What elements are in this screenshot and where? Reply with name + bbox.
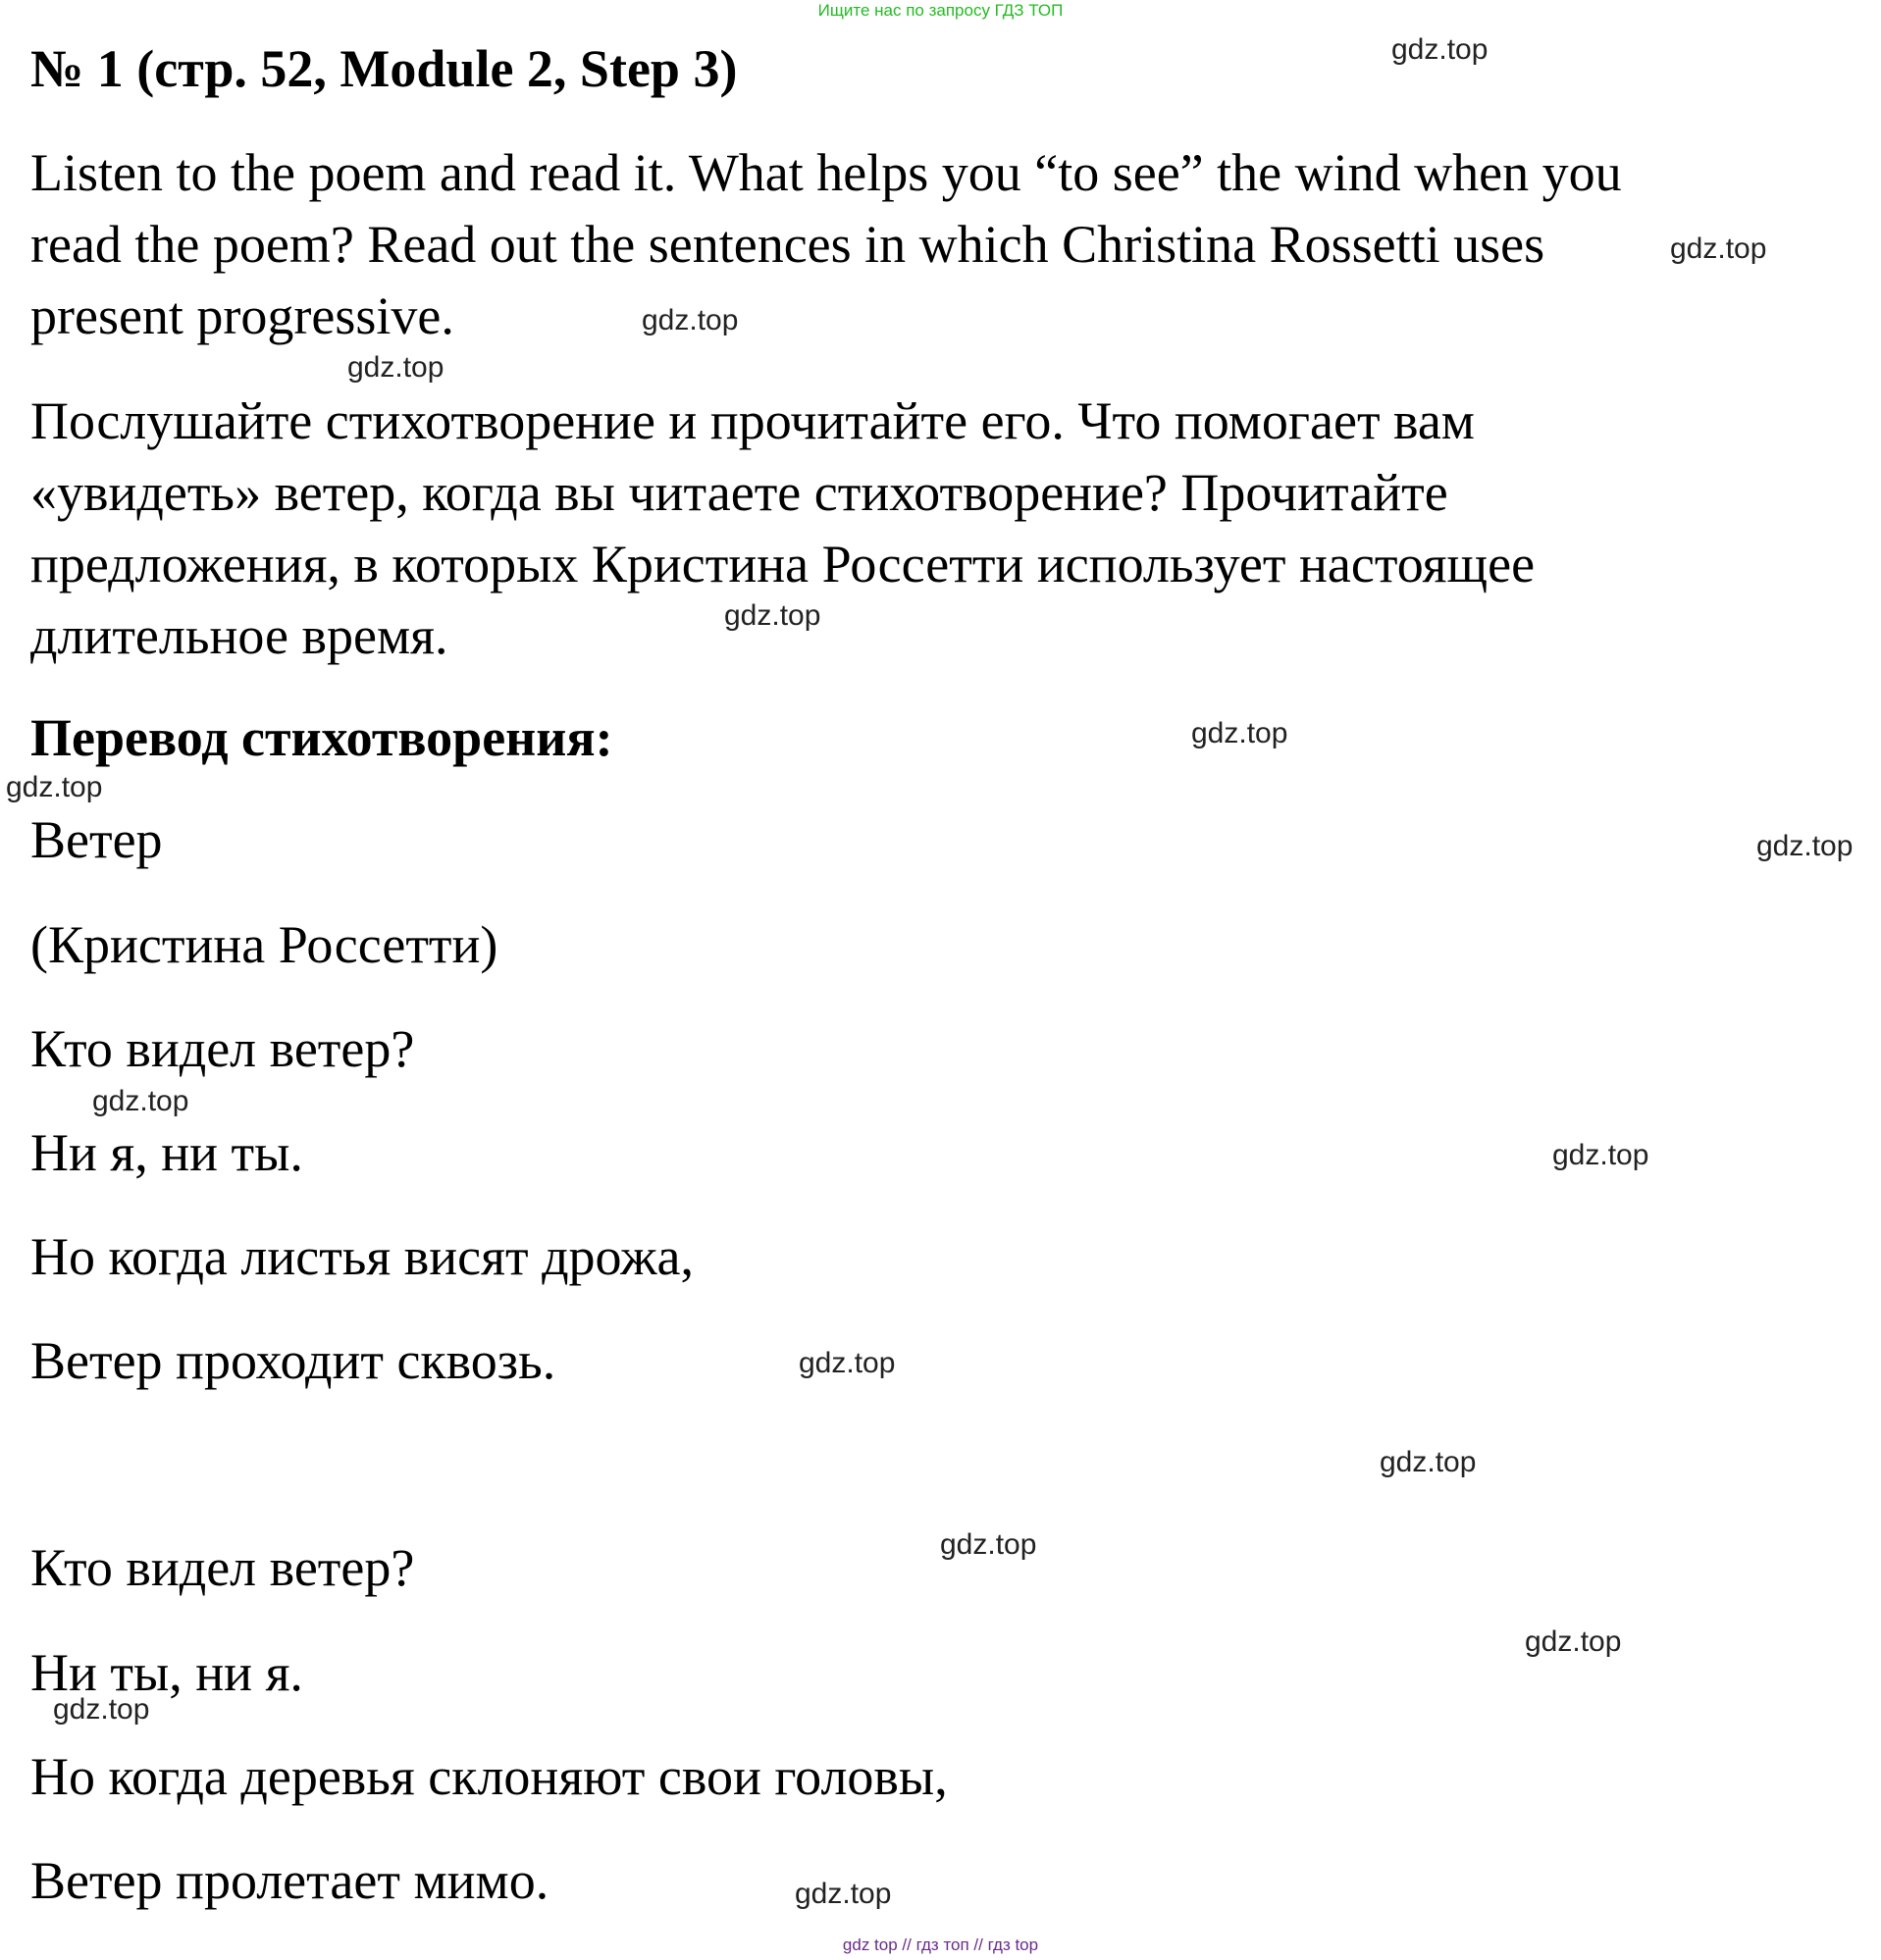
top-banner: Ищите нас по запросу ГДЗ ТОП [817, 1, 1064, 20]
watermark: gdz.top [1391, 33, 1489, 66]
poem-line: Но когда деревья склоняют свои головы, [30, 1747, 948, 1806]
poem-line: Ветер проходит сквозь. [30, 1331, 556, 1390]
poem-line: Кто видел ветер? [30, 1538, 415, 1597]
watermark: gdz.top [6, 771, 103, 803]
poem-line: Ни ты, ни я. [30, 1643, 303, 1702]
poem-line: Ни я, ни ты. [30, 1123, 303, 1182]
watermark: gdz.top [1552, 1139, 1649, 1171]
english-task-line: read the poem? Read out the sentences in which Christina Rossetti uses [30, 215, 1545, 274]
watermark: gdz.top [724, 599, 821, 632]
english-task-line: Listen to the poem and read it. What helps you “to see” the wind when you [30, 143, 1622, 202]
watermark: gdz.top [1670, 232, 1767, 265]
poem-title: Ветер [30, 810, 163, 869]
english-task-line: present progressive. [30, 286, 454, 345]
poem-line: Но когда листья висят дрожа, [30, 1227, 694, 1286]
watermark: gdz.top [795, 1878, 892, 1910]
footer: gdz top // гдз топ // гдз top [842, 1935, 1039, 1954]
watermark: gdz.top [940, 1528, 1037, 1561]
watermark: gdz.top [1525, 1625, 1622, 1658]
watermark: gdz.top [1756, 830, 1854, 862]
watermark: gdz.top [92, 1085, 189, 1117]
watermark: gdz.top [53, 1693, 150, 1726]
russian-task-line: длительное время. [30, 606, 448, 665]
translation-heading: Перевод стихотворения: [30, 708, 613, 767]
poem-line: Кто видел ветер? [30, 1019, 415, 1078]
watermark: gdz.top [1191, 717, 1288, 749]
russian-task-line: «увидеть» ветер, когда вы читаете стихотворение? Прочитайте [30, 463, 1448, 522]
russian-task-line: Послушайте стихотворение и прочитайте его. Что помогает вам [30, 391, 1475, 450]
task-title: № 1 (стр. 52, Module 2, Step 3) [30, 39, 738, 98]
watermark: gdz.top [1380, 1446, 1477, 1478]
poem-author: (Кристина Россетти) [30, 915, 498, 974]
russian-task-line: предложения, в которых Кристина Россетти использует настоящее [30, 535, 1536, 593]
english-task [30, 137, 1622, 352]
poem-line: Ветер пролетает мимо. [30, 1851, 549, 1910]
watermark: gdz.top [642, 304, 739, 336]
watermark: gdz.top [347, 351, 444, 384]
watermark: gdz.top [799, 1347, 896, 1379]
